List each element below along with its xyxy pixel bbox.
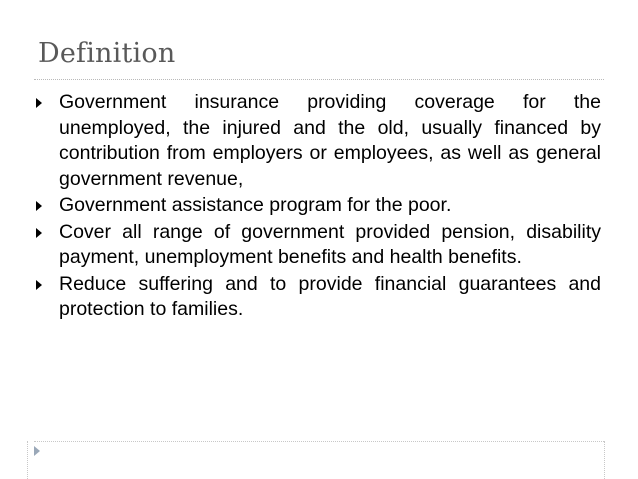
footer-left-rule bbox=[27, 441, 28, 479]
triangle-right-icon bbox=[36, 280, 42, 290]
bullet-item bbox=[36, 193, 601, 219]
footer-marker bbox=[34, 446, 40, 456]
bullet-text: Government assistance program for the poor. bbox=[59, 194, 452, 216]
footer-divider bbox=[34, 441, 604, 442]
bullet-item bbox=[36, 220, 601, 271]
slide-title: Definition bbox=[38, 38, 176, 69]
triangle-right-icon bbox=[36, 98, 42, 108]
bullet-item bbox=[36, 272, 601, 323]
title-divider bbox=[34, 79, 604, 80]
bullet-text: Cover all range of government provided pension, disability payment, unemployment benefits and health benefits. bbox=[59, 220, 601, 268]
chevron-right-icon bbox=[34, 446, 40, 456]
triangle-right-icon bbox=[36, 228, 42, 238]
bullet-text: Reduce suffering and to provide financial guarantees and protection to families. bbox=[59, 272, 601, 320]
footer-right-rule bbox=[604, 441, 605, 479]
bullet-item bbox=[36, 90, 601, 192]
bullet-text: Government insurance providing coverage for the unemployed, the injured and the old, usually financed by contribution from employers or employees, as well as general government revenue, bbox=[59, 91, 601, 190]
bullet-list bbox=[36, 90, 601, 324]
triangle-right-icon bbox=[36, 201, 42, 211]
